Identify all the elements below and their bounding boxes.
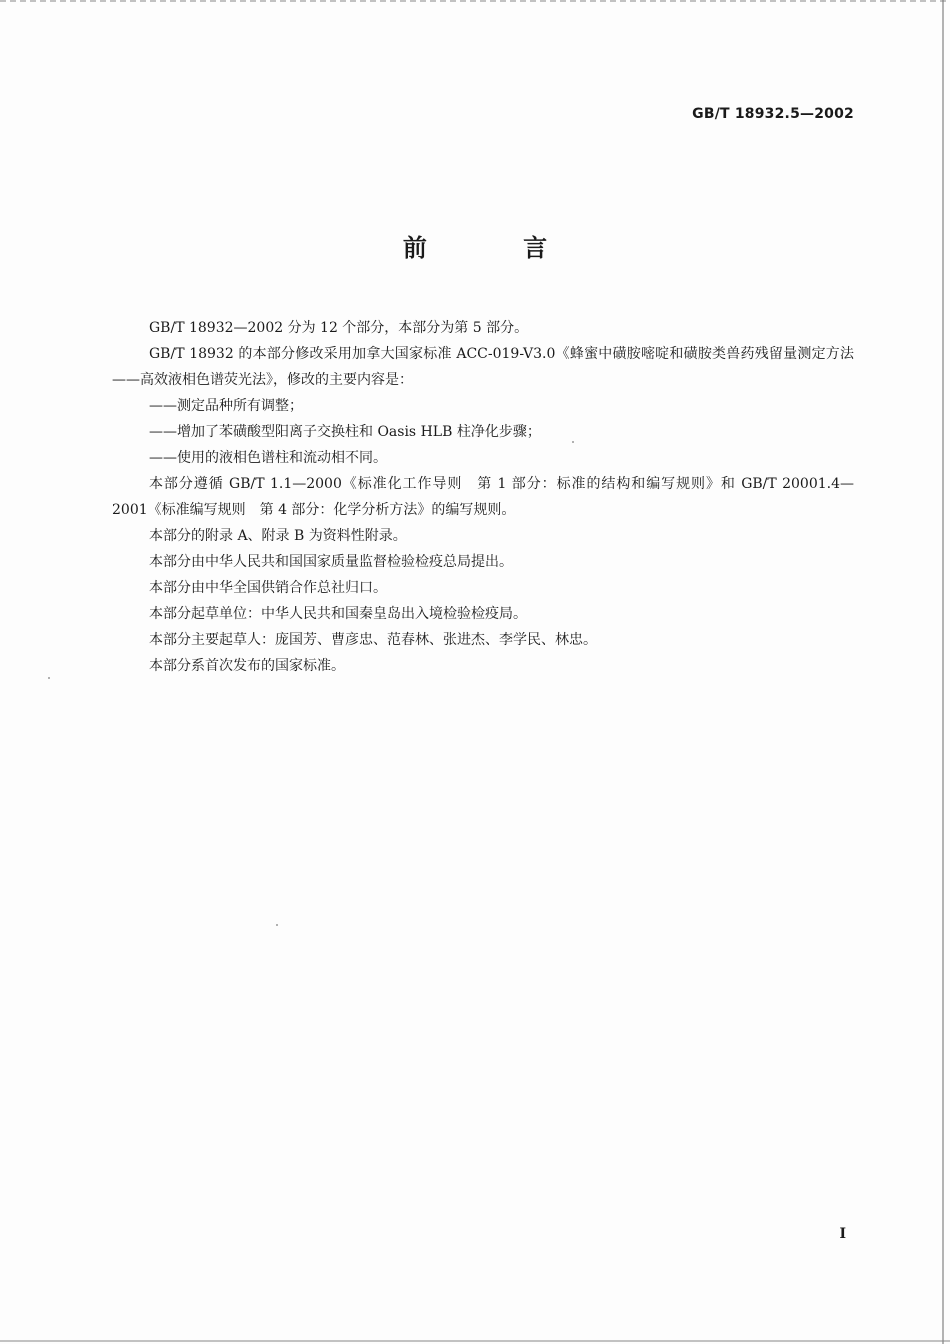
scan-speck	[276, 924, 278, 926]
scan-edge-top	[0, 0, 950, 2]
page-number: I	[839, 1226, 846, 1242]
foreword-body	[112, 315, 854, 679]
paragraph-rules: 本部分遵循 GB/T 1.1—2000《标准化工作导则 第 1 部分：标准的结构和编写规则》和 GB/T 20001.4—2001《标准编写规则 第 4 部分：化学分析方法》的编写规则。	[112, 476, 854, 518]
paragraph-proposer: 本部分由中华人民共和国国家质量监督检验检疫总局提出。	[149, 554, 513, 570]
paragraph-parts: GB/T 18932—2002 分为 12 个部分，本部分为第 5 部分。	[149, 320, 529, 336]
paragraph-annexes: 本部分的附录 A、附录 B 为资料性附录。	[149, 528, 407, 544]
page-title: 前 言	[402, 234, 592, 262]
paragraph-drafting-unit: 本部分起草单位：中华人民共和国秦皇岛出入境检验检疫局。	[149, 606, 527, 622]
paragraph-adoption: GB/T 18932 的本部分修改采用加拿大国家标准 ACC-019-V3.0《蜂蜜中磺胺嘧啶和磺胺类兽药残留量测定方法——高效液相色谱荧光法》，修改的主要内容是：	[112, 346, 854, 388]
scan-edge-bottom	[0, 1340, 950, 1342]
list-item-change-2: ——增加了苯磺酸型阳离子交换柱和 Oasis HLB 柱净化步骤；	[149, 424, 541, 440]
document-code: GB/T 18932.5—2002	[692, 106, 854, 122]
list-item-change-3: ——使用的液相色谱柱和流动相不同。	[149, 450, 387, 466]
scan-speck	[572, 441, 574, 443]
paragraph-drafters: 本部分主要起草人：庞国芳、曹彦忠、范春林、张进杰、李学民、林忠。	[149, 632, 597, 648]
list-item-change-1: ——测定品种所有调整；	[149, 398, 303, 414]
scan-edge-right	[942, 0, 944, 1344]
paragraph-administrator: 本部分由中华全国供销合作总社归口。	[149, 580, 387, 596]
scan-speck	[48, 677, 50, 679]
paragraph-first-issue: 本部分系首次发布的国家标准。	[149, 658, 345, 674]
